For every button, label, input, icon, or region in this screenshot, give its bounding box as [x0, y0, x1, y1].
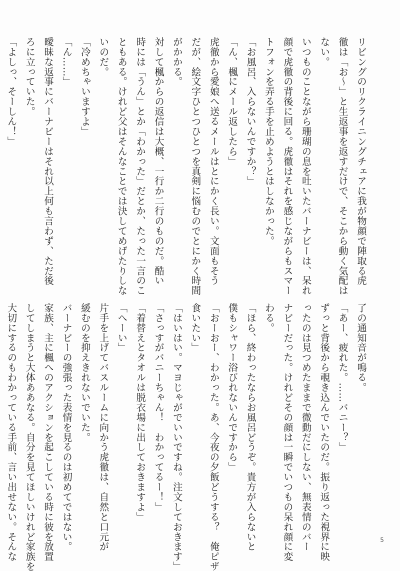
text-line: わる。	[262, 303, 274, 333]
text-line: 「ん……」	[60, 37, 72, 87]
text-line: してしまうと大体ああなる。自分を見てほしいけれど家族を	[23, 303, 35, 572]
text-line: いつものことながら珊瑚の息を吐いたバーナビーは、呆れ	[299, 37, 311, 296]
text-line: ずっと背後から覗き込んでいたのだ。振り返った視界に映	[318, 303, 330, 562]
text-line	[0, 37, 1, 267]
text-line: 僕もシャワー浴びれないんですから」	[226, 303, 238, 473]
text-line: 「さっすがバニーちゃん！ わかってるー！」	[152, 303, 164, 512]
text-line: 「よしっ、そーしん！」	[5, 37, 17, 147]
text-line: 「はいはい。マヨじゃがでいいですね。注文しておきます」	[170, 303, 182, 572]
text-line: 虎徹から愛娘へ送るメールはとにかく長い。文面もそう	[207, 37, 219, 286]
text-line: 曖昧な返事にバーナビーはそれ以上何も言わず、ただ後	[42, 37, 54, 286]
text-line: ナビーだった。けれどその顔は一瞬でいつもの呆れ顔に変	[281, 303, 293, 562]
text-line: 徹は「お〜」と生返事を返すだけで、そこから動く気配は	[336, 37, 348, 296]
text-line: 「おーおー、わかった。あ、今夜の夕飯どうする？ 俺ピザ	[207, 303, 219, 572]
text-line: トフォンを弄る手を止めようとはしなかった。	[262, 37, 274, 246]
text-line: 緩むのを抑えきれないでいた。	[78, 303, 90, 443]
text-line: 「着替えとタオルは脱衣場に出しておきますよ」	[134, 303, 146, 522]
text-line: 家族、主に楓へのアクションを起こしている時に彼を放置	[42, 303, 54, 562]
text-line: 対して楓からの返信は大概、一行か二行のものだ。酷い	[152, 37, 164, 286]
text-line: 大切にするのもわかっている手前、言い出せない。そんな	[5, 303, 17, 562]
text-line: 「ほら、終わったならお風呂どうぞ。貴方が入らないと	[244, 303, 256, 552]
text-line: ない。	[318, 37, 330, 67]
text-line: いのだ。	[97, 37, 109, 77]
text-line: 「へーい」	[115, 303, 127, 353]
text-line: リビングのリクライニングチェアに我が物顔で陣取る虎	[355, 37, 366, 286]
upper-text-block	[0, 37, 369, 296]
lower-text-block	[0, 303, 369, 572]
text-line: ったのは見つめたままで微動だにしない、無表情のバー	[299, 303, 311, 552]
text-line: ろに立っていた。	[23, 37, 35, 117]
text-line: 「あー、疲れた。……バニー？」	[336, 303, 348, 453]
text-line: 片手を上げてバスルームに向かう虎徹は、自然と口元が	[97, 303, 109, 552]
text-line: だが、絵文字ひとつひとつを真剣に悩むのでとにかく時間	[189, 37, 201, 296]
text-line: がかかる。	[170, 37, 182, 87]
page-number: 5	[380, 537, 384, 544]
text-line: 顔で虎徹の背後に回る。虎徹はそれを感じながらもスマー	[281, 37, 293, 296]
text-line: 了の通知音が鳴る。	[355, 303, 366, 393]
text-line: 「冷めちゃいますよ」	[78, 37, 90, 137]
text-line: ともある。けれど父はそんなことでは決してめげたりしな	[115, 37, 127, 296]
text-line: 食いたい」	[189, 303, 201, 353]
text-line: 時には「うん」とか「わかった」だとか、たった一言のこ	[134, 37, 146, 296]
text-line: 「お風呂、入らないんですか？」	[244, 37, 256, 187]
text-line: 「ん、楓にメール返したら」	[226, 37, 238, 167]
text-line: バーナビーの強張った表情を見るのは初めてではない。	[60, 303, 72, 552]
